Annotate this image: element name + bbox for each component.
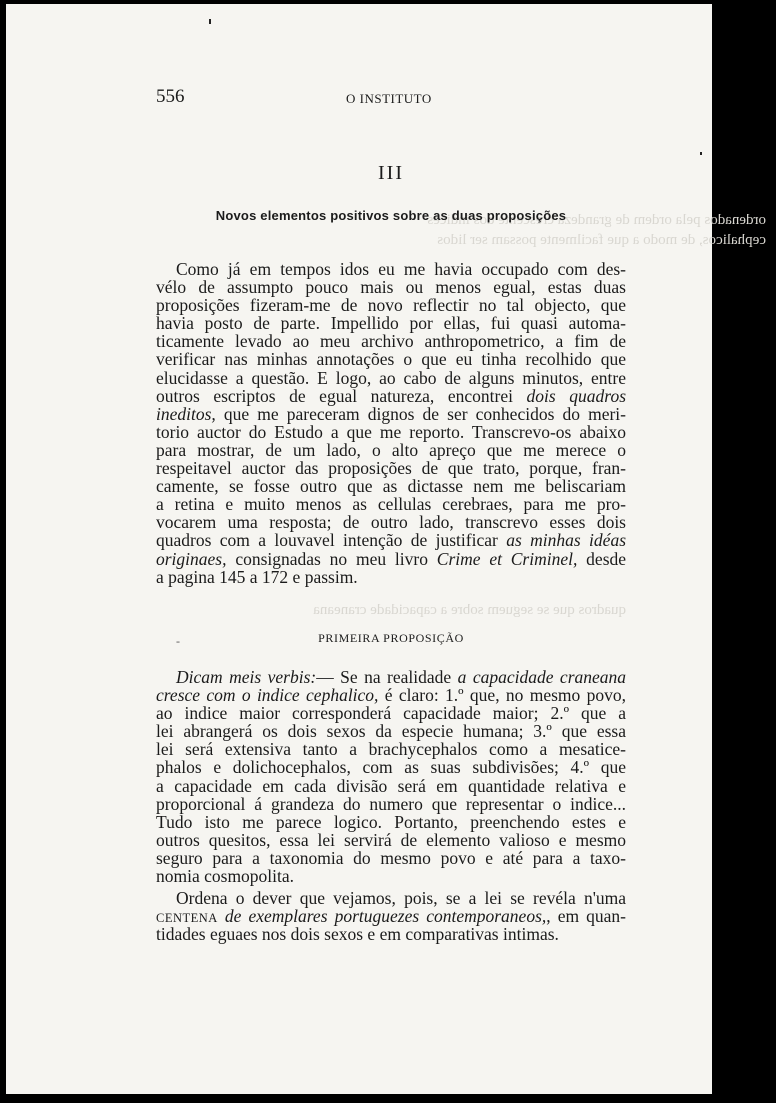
section-numeral: III [378, 162, 404, 184]
text-run: quadros com a louvavel intenção de justificar [156, 530, 498, 551]
text-line: a pagina 145 a 172 e passim. [156, 566, 358, 587]
text-line: respeitavel auctor das proposições de que trato, porque, fran- [156, 458, 626, 479]
text-line: phalos e dolichocephalos, com as suas subdivisões; 4.º que [156, 757, 626, 778]
text-run: outros escriptos de egual natureza, encontrei [156, 385, 513, 406]
text-line [156, 405, 626, 423]
italic-run: Dicam meis verbis: [176, 667, 317, 687]
paragraph-3 [156, 889, 626, 943]
text-line [156, 668, 626, 686]
italic-run: Crime et Criminel, [436, 548, 578, 569]
text-line: elucidasse a questão. E logo, ao cabo de alguns minutos, entre [156, 367, 626, 388]
text-line [156, 387, 626, 405]
italic-run: as minhas idéas [506, 530, 626, 551]
text-run: em quan- [557, 906, 626, 927]
text-line: vocarem uma resposta; de outro lado, transcrevo esses dois [156, 512, 626, 533]
text-line: ticamente levado ao meu archivo anthropometrico, a fim de [156, 331, 626, 352]
text-line: para mostrar, de um lado, o alto apreço que me merece o [156, 439, 626, 460]
text-line [156, 686, 626, 704]
text-line: lei será extensiva tanto a brachycephalos como a mesatice- [156, 739, 626, 760]
running-title: O INSTITUTO [346, 91, 432, 106]
text-line: havia posto de parte. Impellido por ellas, fui quasi automa- [156, 313, 626, 334]
text-line [156, 907, 626, 925]
text-line [156, 550, 626, 568]
text-line: proporcional á grandeza do numero que representar o indice... [156, 793, 626, 814]
subheading-dash: - [176, 634, 180, 648]
italic-run: ineditos, [156, 403, 216, 424]
book-page [6, 4, 766, 1094]
text-line: torio auctor do Estudo a que me reporto. Transcrevo-os abaixo [156, 421, 626, 442]
text-line: a retina e muito menos as cellulas cerebraes, para me pro- [156, 494, 626, 515]
text-run: que me pareceram dignos de ser conhecidos do meri- [223, 403, 626, 424]
text-line: ao indice maior corresponderá capacidade maior; 2.º que a [156, 703, 626, 724]
text-line: vélo de assumpto pouco mais ou menos egual, estas duas [156, 277, 626, 298]
text-line: outros quesitos, essa lei servirá de elemento valioso e mesmo [156, 829, 626, 850]
text-run: consignadas no meu livro [235, 548, 428, 569]
italic-run: a capacidade craneana [457, 667, 627, 687]
section-title: Novos elementos positivos sobre as duas proposições [215, 208, 567, 223]
text-run: — Se na realidade [316, 667, 452, 687]
text-line: tidades eguaes nos dois sexos e em comparativas intimas. [156, 924, 559, 945]
smallcaps-run: CENTENA [156, 911, 218, 926]
italic-run: de exemplares portuguezes contemporaneos, [224, 906, 547, 927]
text-line: lei abrangerá os dois sexos da especie humana; 3.º que essa [156, 721, 626, 742]
text-line: Tudo isto me parece logico. Portanto, preenchendo estes e [156, 811, 626, 832]
text-line [156, 531, 626, 549]
subheading: PRIMEIRA PROPOSIÇÃO [318, 631, 464, 645]
text-line: nomia cosmopolita. [156, 866, 295, 887]
bleed-through-texture: ordenados pela ordem de grandeza crescente dos indices cephalicos, de modo a que facilmente possam ser lidos [427, 212, 766, 248]
italic-run: dois quadros [526, 385, 627, 406]
text-line: Ordena o dever que vejamos, pois, se a lei se revéla n'uma [176, 888, 626, 908]
text-line: proposições fizeram-me de novo reflectir no tal objecto, que [156, 295, 626, 316]
page-header [156, 86, 626, 110]
italic-run: originaes, [156, 548, 227, 569]
text-line: camente, se fosse outro que as dictasse nem me beliscariam [156, 476, 626, 497]
text-line: seguro para a taxonomia do mesmo povo e até para a taxo- [156, 847, 626, 868]
text-line: verificar nas minhas annotações o que eu tinha recolhido que [156, 349, 626, 370]
page-number: 556 [156, 86, 185, 107]
scan-speck [209, 19, 211, 24]
text-line: a capacidade em cada divisão será em quantidade relativa e [156, 775, 626, 796]
text-run: é claro: 1.º que, no mesmo povo, [384, 685, 626, 706]
paragraph-2 [156, 668, 626, 885]
paragraph-1 [156, 260, 626, 586]
scan-speck [700, 152, 702, 155]
text-run: desde [586, 548, 627, 569]
italic-run: cresce com o indice cephalico, [156, 685, 379, 706]
text-line: Como já em tempos idos eu me havia occupado com des- [176, 259, 626, 279]
text-run: , [546, 906, 558, 927]
bleed-through-texture-lower: quadros que se seguem sobre a capacidade craneana [313, 602, 626, 618]
